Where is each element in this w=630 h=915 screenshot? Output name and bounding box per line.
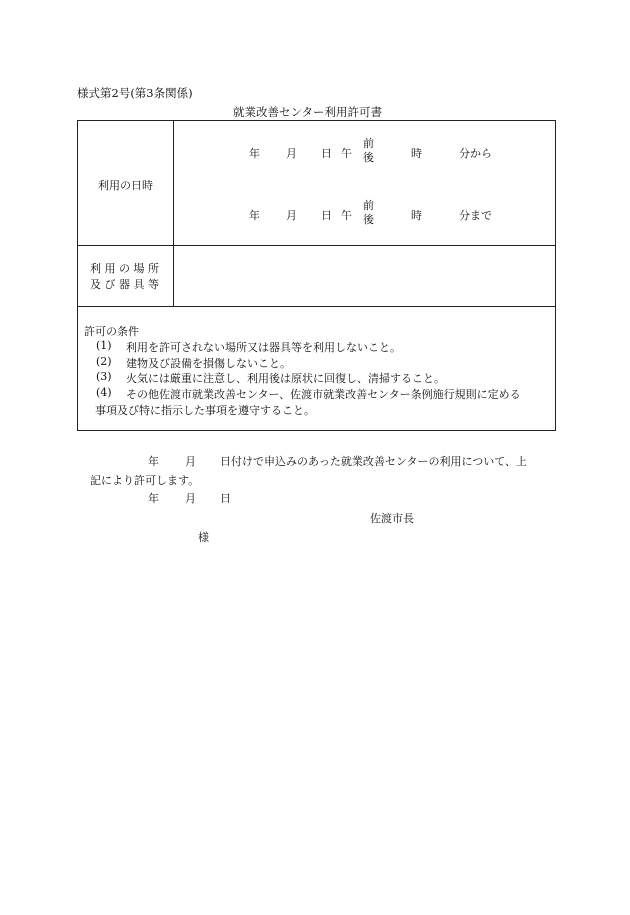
form-number: 様式第2号(第3条関係) (77, 86, 193, 100)
place-label-line1: 利 用 の 場 所 (90, 262, 159, 275)
application-month: 月 (185, 455, 196, 468)
permit-statement-line1: 日付けで申込みのあった就業改善センターの利用について、上 (220, 455, 528, 468)
condition-text: 利用を許可されない場所又は器具等を利用しないこと。 (126, 341, 401, 354)
condition-number: (1) (96, 339, 112, 352)
place-label-line2: 及 び 器 具 等 (90, 278, 159, 291)
from-pm: 後 (363, 151, 374, 164)
condition-4-continuation: 事項及び特に指示した事項を遵守すること。 (95, 404, 315, 417)
row-divider-1 (78, 245, 555, 246)
from-day: 日 (321, 147, 332, 160)
issue-year: 年 (148, 492, 159, 505)
from-ampm (363, 137, 374, 165)
permit-form-table (77, 120, 556, 431)
condition-number: (3) (96, 370, 112, 383)
to-month: 月 (286, 209, 297, 222)
to-noon: 午 (341, 209, 352, 222)
to-pm: 後 (363, 213, 374, 226)
condition-text: その他佐渡市就業改善センター、佐渡市就業改善センター条例施行規則に定める (126, 387, 521, 401)
from-month: 月 (286, 147, 297, 160)
to-day: 日 (321, 209, 332, 222)
permit-statement-line2: 記により許可します。 (90, 474, 200, 487)
condition-number: (2) (96, 354, 112, 368)
from-hour: 時 (411, 147, 422, 160)
from-noon: 午 (341, 147, 352, 160)
issuer-name: 佐渡市長 (370, 512, 414, 525)
condition-number: (4) (96, 385, 112, 399)
column-divider (173, 121, 174, 306)
to-suffix: 分まで (459, 209, 492, 222)
to-hour: 時 (411, 209, 422, 222)
to-am: 前 (363, 199, 374, 212)
issue-month: 月 (185, 492, 196, 505)
place-label (90, 261, 159, 293)
from-year: 年 (249, 147, 260, 160)
conditions-title: 許可の条件 (84, 325, 139, 338)
from-am: 前 (363, 137, 374, 150)
datetime-label: 利用の日時 (98, 179, 153, 192)
to-year: 年 (249, 209, 260, 222)
issue-day: 日 (220, 492, 231, 505)
addressee-suffix: 様 (198, 531, 209, 544)
to-ampm (363, 199, 374, 227)
row-divider-2 (78, 306, 555, 307)
document-title: 就業改善センター利用許可書 (233, 105, 383, 119)
condition-text: 建物及び設備を損傷しないこと。 (126, 356, 291, 370)
from-suffix: 分から (459, 147, 492, 160)
application-year: 年 (148, 455, 159, 468)
condition-text: 火気には厳重に注意し、利用後は原状に回復し、清掃すること。 (126, 372, 445, 385)
